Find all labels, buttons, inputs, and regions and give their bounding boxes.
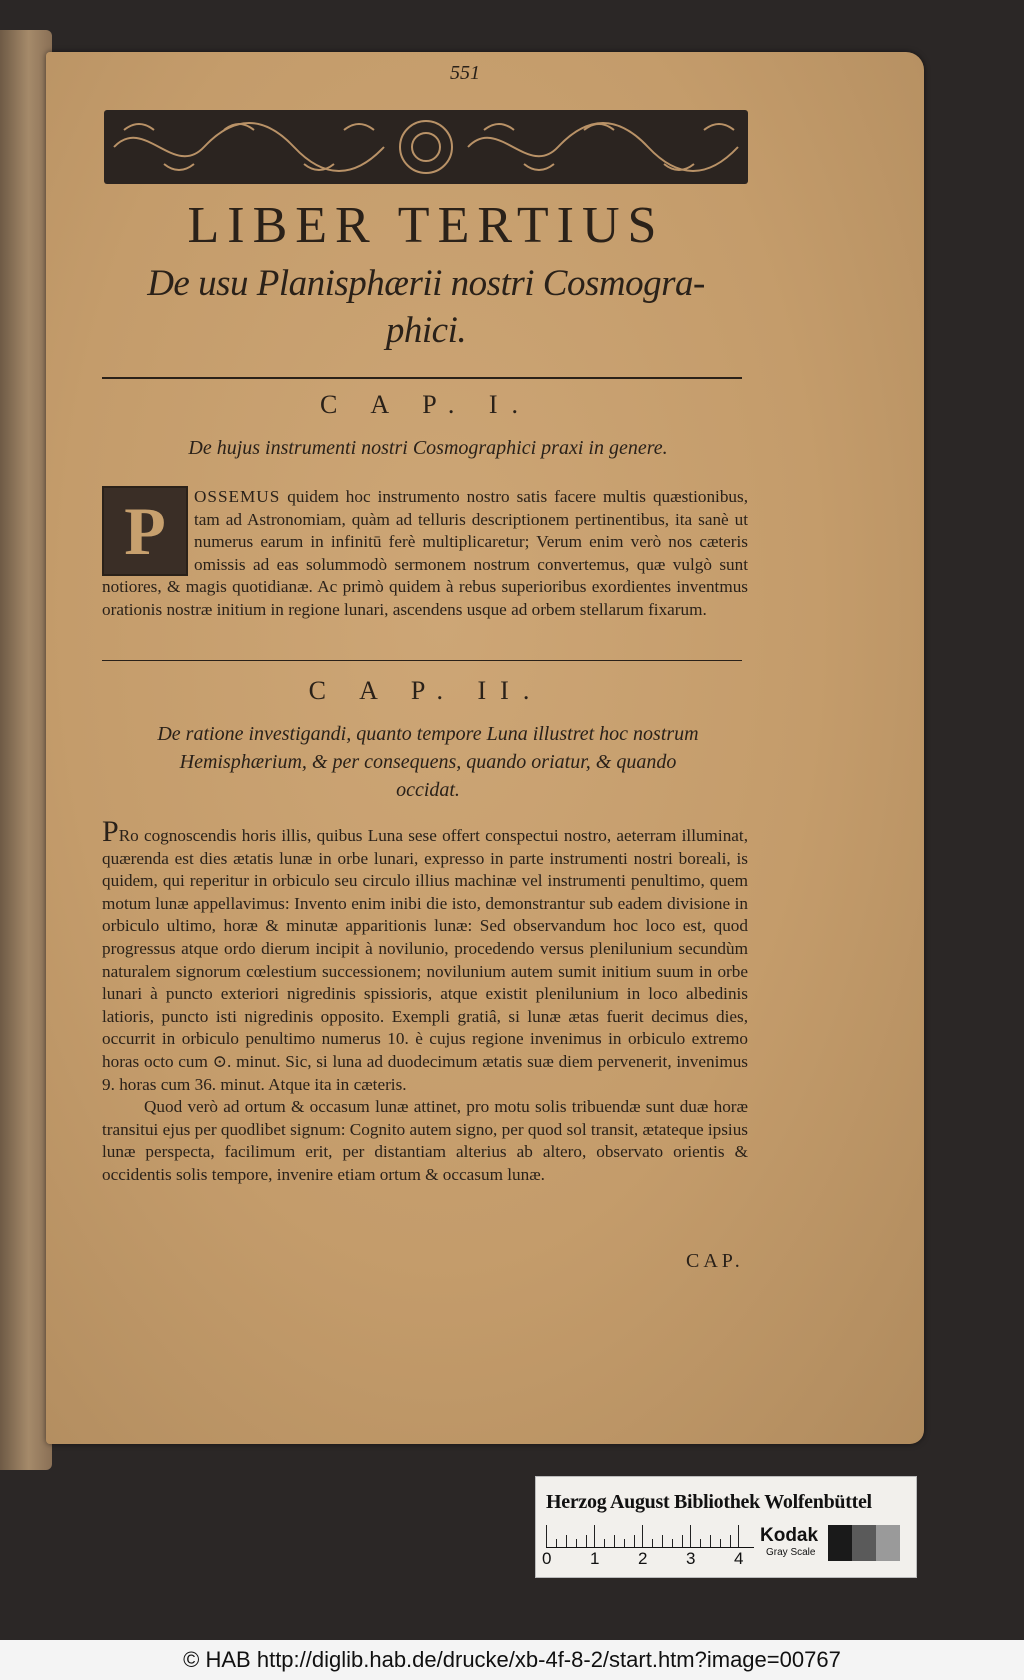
chapter-1-text [102,486,748,622]
gray-scale-label: Gray Scale [766,1547,816,1558]
book-page [46,52,924,1444]
library-name: Herzog August Bibliothek Wolfenbüttel [546,1491,872,1513]
measurement-scale [546,1525,754,1548]
subtitle-line: De ratione investigandi, quanto tempore Luna illustret hoc nostrum [157,723,699,745]
chapter-1-first-word: OSSEMUS [194,487,281,506]
copyright-caption: © HAB http://diglib.hab.de/drucke/xb-4f-8-2/start.htm?image=00767 [0,1640,1024,1680]
subtitle-line: De usu Planisphærii nostri Cosmogra- [147,263,705,304]
chapter-1-body: quidem hoc instrumento nostro satis facere multis quæstionibus, tam ad Astronomiam, quàm ad telluris descriptionem pertinentibus, ita sanè ut numerus earum in infinitū ferè multiplicaretur; Verum enim verò nos cæteris omissis ad eas solummodò sermonem nostrum convertemus, quæ vulgò sunt notiores, & magis quotidianæ. Ac primò quidem à rebus superioribus exordientes inventmus orationis nostræ initium in regione lunari, ascendens usque ad orbem stellarum fixarum. [102,487,748,619]
scale-labels [542,1549,776,1571]
chapter-1-subtitle: De hujus instrumenti nostri Cosmographici praxi in genere. [188,437,668,459]
scale-label: 1 [590,1549,600,1568]
divider-rule [102,377,742,379]
divider-rule [102,660,742,661]
gray-swatch-light [876,1525,900,1561]
chapter-2-initial: P [102,815,119,848]
chapter-2-body: Ro cognoscendis horis illis, quibus Luna sese offert conspectui nostro, aeterram illuminat, quærenda est dies ætatis lunæ in orbe lunari, expresso in parte instrumenti nostri boreali, is quidem, qui reperitur in orbiculo seu circulo illius machinæ vel instrumenti penultimo, quem motum lunæ appellavimus: Invento enim inibi die isto, demonstrantur sub eadem divisione in orbiculo ultimo, horæ & minutæ apparitionis lunæ: Sed observandum hoc loco est, quod progressus atque ordo dierum incipit à novilunio, procedendo versus plenilunium secundùm naturalem signorum cœlestium successionem; novilunium autem sumit initium suum in orbe lunari à puncto exteriori nigredinis spissioris, atque existit plenilunium in loco albedinis latioris, puncto isti nigredinis opposito. Exempli gratiâ, si lunæ ætas fuerit decimus dies, occurrit in orbiculo penultimo numerus 10. è cujus regione invenimus in orbiculo extremo horas octo cum ⊙. minut. Sic, si luna ad duodecimum ætatis suæ diem pervenerit, invenimus 9. horas cum 36. minut. Atque ita in cæteris. [102,826,748,1094]
chapter-2-text [102,815,748,1187]
scale-label: 0 [542,1549,552,1568]
page-number: 551 [450,62,480,84]
subtitle-line: occidat. [396,779,460,801]
chapter-1-heading: C A P. I. [320,390,532,419]
book-title: LIBER TERTIUS [187,197,665,254]
subtitle-line: Hemisphærium, & per consequens, quando oriatur, & quando [179,751,677,773]
chapter-2-subtitle [110,720,746,804]
catchword: CAP. [686,1250,744,1272]
facing-page-edge [0,30,52,1470]
subtitle-line: phici. [385,310,467,351]
scan-reference-card [535,1476,917,1578]
chapter-2-heading: C A P. II. [308,676,544,705]
chapter-2-body-paragraph-2: Quod verò ad ortum & occasum lunæ attinet, pro motu solis tribuendæ sunt duæ horæ transitui ejus per quodlibet signum: Cognito autem signo, per quod sol transit, ætateque ipsius lunæ perspecta, facilimum erit, per distantiam alterius ab altero, observato orientis & occidentis solis tempore, invenire etiam ortum & occasum lunæ. [102,1097,748,1184]
gray-swatch-dark [828,1525,852,1561]
kodak-logo: Kodak [760,1525,819,1546]
drop-cap-initial: P [102,486,188,576]
scale-label: 2 [638,1549,648,1568]
gray-swatch-mid [852,1525,876,1561]
scale-label: 3 [686,1549,696,1568]
book-subtitle [126,260,726,354]
ornamental-headpiece [104,110,748,184]
scale-label: 4 [734,1549,744,1568]
